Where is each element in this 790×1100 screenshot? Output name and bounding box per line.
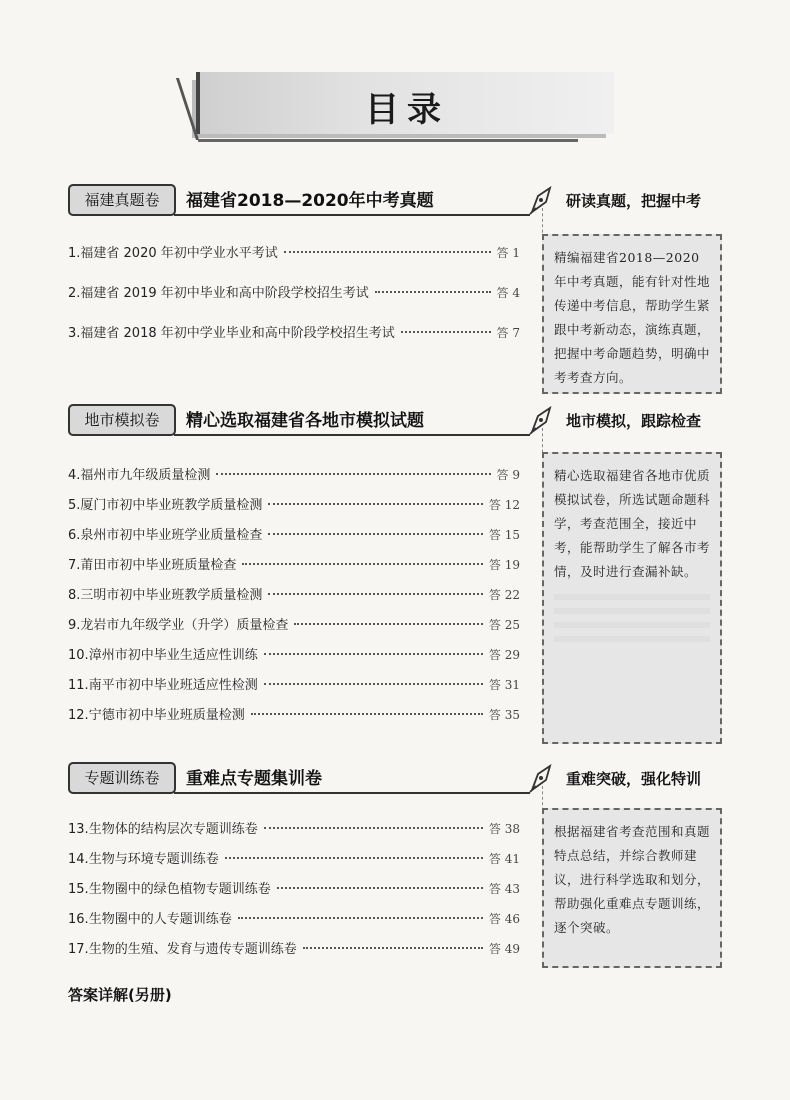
leader-dots (264, 653, 483, 655)
section-tag: 福建真题卷 (68, 184, 176, 216)
section-moni (68, 404, 728, 723)
leader-dots (401, 331, 491, 333)
toc-entry[interactable]: 15. 生物圈中的绿色植物专题训练卷 答 43 (68, 882, 520, 897)
section-description: 精编福建省2018—2020年中考真题，能有针对性地传递中考信息，帮助学生紧跟中考新动态，演练真题，把握中考命题趋势，明确中考考查方向。 (542, 234, 722, 394)
section-title: 精心选取福建省各地市模拟试题 (186, 411, 424, 431)
leader-dots (264, 683, 483, 685)
section-tag: 地市模拟卷 (68, 404, 176, 436)
toc-entry[interactable]: 14. 生物与环境专题训练卷 答 41 (68, 852, 520, 867)
toc-entry[interactable]: 17. 生物的生殖、发育与遗传专题训练卷 答 49 (68, 942, 520, 957)
background-watermark (554, 594, 710, 644)
leader-dots (264, 827, 483, 829)
section-header (68, 404, 728, 438)
toc-entry[interactable]: 11. 南平市初中毕业班适应性检测 答 31 (68, 678, 520, 693)
section-description: 精心选取福建省各地市优质模拟试卷，所选试题命题科学，考查范围全，接近中考，能帮助学生了解各市考情，及时进行查漏补缺。 (542, 452, 722, 744)
section-zhenti (68, 184, 728, 385)
leader-dots (238, 917, 483, 919)
toc-entry[interactable]: 16. 生物圈中的人专题训练卷 答 46 (68, 912, 520, 927)
leader-dots (268, 533, 482, 535)
leader-dots (216, 473, 490, 475)
section-header (68, 762, 728, 796)
answer-note: 答案详解(另册) (68, 986, 172, 1004)
leader-dots (268, 503, 482, 505)
leader-dots (277, 887, 483, 889)
side-heading: 重难突破，强化特训 (566, 770, 702, 788)
section-title: 福建省2018—2020年中考真题 (186, 191, 434, 211)
leader-dots (251, 713, 483, 715)
toc-entry[interactable]: 9. 龙岩市九年级学业（升学）质量检查 答 25 (68, 618, 520, 633)
toc-entry[interactable]: 2. 福建省 2019 年初中毕业和高中阶段学校招生考试 答 4 (68, 286, 520, 301)
leader-dots (225, 857, 483, 859)
toc-entry[interactable]: 10. 漳州市初中毕业生适应性训练 答 29 (68, 648, 520, 663)
toc-entry[interactable]: 8. 三明市初中毕业班教学质量检测 答 22 (68, 588, 520, 603)
toc-entry[interactable]: 13. 生物体的结构层次专题训练卷 答 38 (68, 822, 520, 837)
section-underline (174, 214, 530, 216)
toc-entry[interactable]: 3. 福建省 2018 年初中学业毕业和高中阶段学校招生考试 答 7 (68, 326, 520, 341)
leader-dots (242, 563, 482, 565)
side-heading: 研读真题，把握中考 (566, 192, 702, 210)
leader-dots (268, 593, 482, 595)
side-heading: 地市模拟，跟踪检查 (566, 412, 702, 430)
section-zhuanti (68, 762, 728, 957)
section-underline (174, 792, 530, 794)
toc-entry[interactable]: 1. 福建省 2020 年初中学业水平考试 答 1 (68, 246, 520, 261)
toc-entry[interactable]: 6. 泉州市初中毕业班学业质量检查 答 15 (68, 528, 520, 543)
toc-entry[interactable]: 5. 厦门市初中毕业班教学质量检测 答 12 (68, 498, 520, 513)
toc-entry[interactable]: 4. 福州市九年级质量检测 答 9 (68, 468, 520, 483)
toc-entry[interactable]: 12. 宁德市初中毕业班质量检测 答 35 (68, 708, 520, 723)
section-tag: 专题训练卷 (68, 762, 176, 794)
leader-dots (284, 251, 491, 253)
title-banner (196, 72, 614, 134)
section-underline (174, 434, 530, 436)
leader-dots (375, 291, 491, 293)
section-header (68, 184, 728, 218)
toc-entry[interactable]: 7. 莆田市初中毕业班质量检查 答 19 (68, 558, 520, 573)
page-title: 目录 (365, 90, 449, 130)
section-description: 根据福建省考查范围和真题特点总结，并综合教师建议，进行科学选取和划分，帮助强化重难点专题训练，逐个突破。 (542, 808, 722, 968)
section-title: 重难点专题集训卷 (186, 769, 322, 789)
leader-dots (294, 623, 482, 625)
leader-dots (303, 947, 483, 949)
